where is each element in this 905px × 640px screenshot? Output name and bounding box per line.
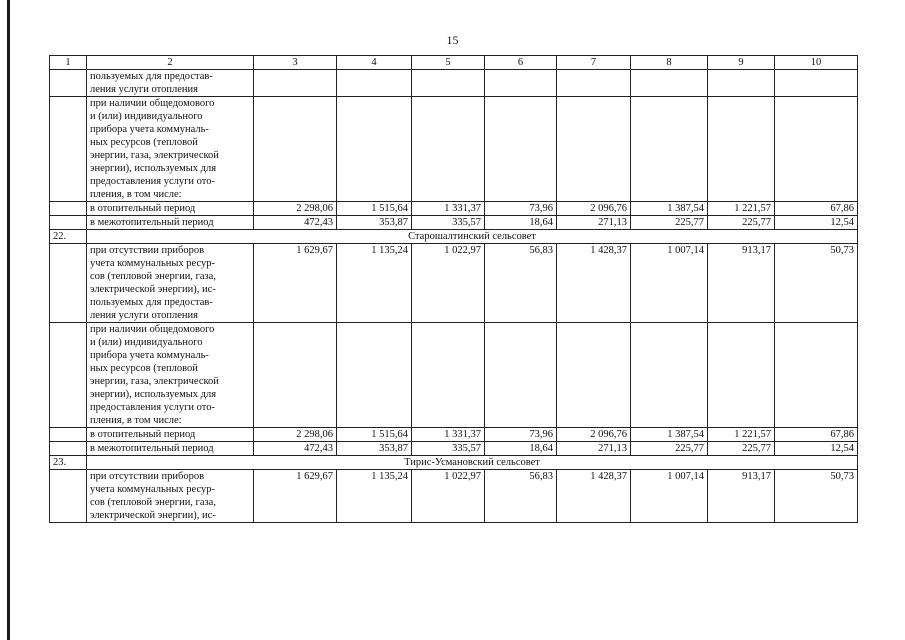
value-cell: 225,77 [631, 442, 708, 456]
table-row [50, 202, 858, 216]
page-number: 15 [446, 33, 459, 47]
value-cell [412, 323, 485, 428]
value-cell: 1 387,54 [631, 202, 708, 216]
description-line: электрической энергии), ис- [90, 510, 216, 521]
description-line: при наличии общедомового [90, 324, 215, 335]
row-description: в межотопительный период [87, 216, 254, 230]
table-row [50, 456, 858, 470]
value-cell: 1 515,64 [337, 202, 412, 216]
value-cell: 1 221,57 [708, 202, 775, 216]
value-cell: 18,64 [485, 442, 557, 456]
value-cell: 335,57 [412, 216, 485, 230]
header-cell: 8 [631, 56, 708, 70]
value-cell: 1 022,97 [412, 244, 485, 323]
description-line: прибора учета коммуналь- [90, 124, 209, 135]
row-description [87, 323, 254, 428]
value-cell: 225,77 [708, 442, 775, 456]
value-cell: 225,77 [708, 216, 775, 230]
description-line: сов (тепловой энергии, газа, [90, 497, 216, 508]
section-number: 22. [50, 230, 87, 244]
row-description [87, 244, 254, 323]
value-cell: 353,87 [337, 216, 412, 230]
header-cell: 5 [412, 56, 485, 70]
description-line: пления, в том числе: [90, 189, 182, 200]
value-cell: 1 007,14 [631, 244, 708, 323]
value-cell: 67,86 [775, 428, 858, 442]
table-body [50, 56, 858, 523]
value-cell [485, 97, 557, 202]
value-cell: 50,73 [775, 470, 858, 523]
value-cell: 1 428,37 [557, 470, 631, 523]
value-cell: 1 022,97 [412, 470, 485, 523]
section-title: Старошалтинский сельсовет [87, 230, 858, 244]
row-number-cell [50, 97, 87, 202]
row-number-cell [50, 442, 87, 456]
value-cell [254, 323, 337, 428]
description-line: энергии), используемых для [90, 163, 217, 174]
value-cell [485, 323, 557, 428]
value-cell: 1 221,57 [708, 428, 775, 442]
table-row [50, 442, 858, 456]
description-line: ления услуги отопления [90, 310, 198, 321]
value-cell: 2 298,06 [254, 428, 337, 442]
value-cell: 913,17 [708, 244, 775, 323]
header-cell: 4 [337, 56, 412, 70]
value-cell: 271,13 [557, 442, 631, 456]
page-edge-bar [7, 0, 10, 640]
table-row [50, 470, 858, 523]
value-cell [631, 97, 708, 202]
value-cell [708, 70, 775, 97]
row-number-cell [50, 244, 87, 323]
value-cell: 271,13 [557, 216, 631, 230]
row-description [87, 97, 254, 202]
table-row [50, 428, 858, 442]
row-description: в отопительный период [87, 428, 254, 442]
value-cell: 50,73 [775, 244, 858, 323]
value-cell [254, 97, 337, 202]
header-cell: 9 [708, 56, 775, 70]
description-line: при отсутствии приборов [90, 245, 205, 256]
value-cell [631, 323, 708, 428]
value-cell [485, 70, 557, 97]
value-cell [557, 97, 631, 202]
value-cell: 1 629,67 [254, 244, 337, 323]
value-cell: 1 428,37 [557, 244, 631, 323]
value-cell [254, 70, 337, 97]
value-cell: 225,77 [631, 216, 708, 230]
description-line: пользуемых для предостав- [90, 297, 213, 308]
value-cell: 18,64 [485, 216, 557, 230]
row-description [87, 470, 254, 523]
header-cell: 10 [775, 56, 858, 70]
table-header-row [50, 56, 858, 70]
description-line: и (или) индивидуального [90, 337, 203, 348]
row-number-cell [50, 428, 87, 442]
value-cell [557, 323, 631, 428]
value-cell: 1 331,37 [412, 428, 485, 442]
row-description: в отопительный период [87, 202, 254, 216]
description-line: учета коммунальных ресур- [90, 484, 215, 495]
description-line: энергии, газа, электрической [90, 376, 219, 387]
row-number-cell [50, 323, 87, 428]
value-cell: 1 387,54 [631, 428, 708, 442]
header-cell: 2 [87, 56, 254, 70]
value-cell: 472,43 [254, 216, 337, 230]
value-cell: 2 298,06 [254, 202, 337, 216]
table-row [50, 323, 858, 428]
section-title: Тирис-Усмановский сельсовет [87, 456, 858, 470]
row-description [87, 70, 254, 97]
value-cell: 913,17 [708, 470, 775, 523]
value-cell: 12,54 [775, 216, 858, 230]
value-cell: 73,96 [485, 202, 557, 216]
description-line: пользуемых для предостав- [90, 71, 213, 82]
value-cell: 1 515,64 [337, 428, 412, 442]
value-cell [337, 323, 412, 428]
value-cell [631, 70, 708, 97]
description-line: энергии), используемых для [90, 389, 217, 400]
value-cell: 56,83 [485, 470, 557, 523]
row-number-cell [50, 470, 87, 523]
description-line: и (или) индивидуального [90, 111, 203, 122]
table-row [50, 216, 858, 230]
value-cell: 1 629,67 [254, 470, 337, 523]
description-line: учета коммунальных ресур- [90, 258, 215, 269]
value-cell [337, 70, 412, 97]
value-cell: 1 007,14 [631, 470, 708, 523]
description-line: предоставления услуги ото- [90, 176, 215, 187]
value-cell [775, 70, 858, 97]
row-description: в межотопительный период [87, 442, 254, 456]
row-number-cell [50, 216, 87, 230]
row-number-cell [50, 70, 87, 97]
table-row [50, 244, 858, 323]
description-line: при отсутствии приборов [90, 471, 205, 482]
value-cell: 56,83 [485, 244, 557, 323]
description-line: при наличии общедомового [90, 98, 215, 109]
value-cell: 2 096,76 [557, 428, 631, 442]
value-cell: 335,57 [412, 442, 485, 456]
value-cell [412, 70, 485, 97]
value-cell: 2 096,76 [557, 202, 631, 216]
description-line: ления услуги отопления [90, 84, 198, 95]
description-line: ных ресурсов (тепловой [90, 137, 198, 148]
header-cell: 7 [557, 56, 631, 70]
table-row [50, 70, 858, 97]
value-cell: 1 135,24 [337, 244, 412, 323]
description-line: предоставления услуги ото- [90, 402, 215, 413]
value-cell [708, 97, 775, 202]
description-line: ных ресурсов (тепловой [90, 363, 198, 374]
tariff-table [49, 55, 858, 523]
value-cell: 1 135,24 [337, 470, 412, 523]
value-cell: 73,96 [485, 428, 557, 442]
value-cell [775, 97, 858, 202]
value-cell: 353,87 [337, 442, 412, 456]
table-row [50, 97, 858, 202]
header-cell: 1 [50, 56, 87, 70]
description-line: сов (тепловой энергии, газа, [90, 271, 216, 282]
value-cell: 12,54 [775, 442, 858, 456]
description-line: энергии, газа, электрической [90, 150, 219, 161]
value-cell [412, 97, 485, 202]
description-line: электрической энергии), ис- [90, 284, 216, 295]
value-cell: 67,86 [775, 202, 858, 216]
row-number-cell [50, 202, 87, 216]
description-line: прибора учета коммуналь- [90, 350, 209, 361]
value-cell [708, 323, 775, 428]
header-cell: 3 [254, 56, 337, 70]
section-number: 23. [50, 456, 87, 470]
value-cell [557, 70, 631, 97]
header-cell: 6 [485, 56, 557, 70]
value-cell [775, 323, 858, 428]
description-line: пления, в том числе: [90, 415, 182, 426]
table-row [50, 230, 858, 244]
value-cell [337, 97, 412, 202]
value-cell: 472,43 [254, 442, 337, 456]
value-cell: 1 331,37 [412, 202, 485, 216]
